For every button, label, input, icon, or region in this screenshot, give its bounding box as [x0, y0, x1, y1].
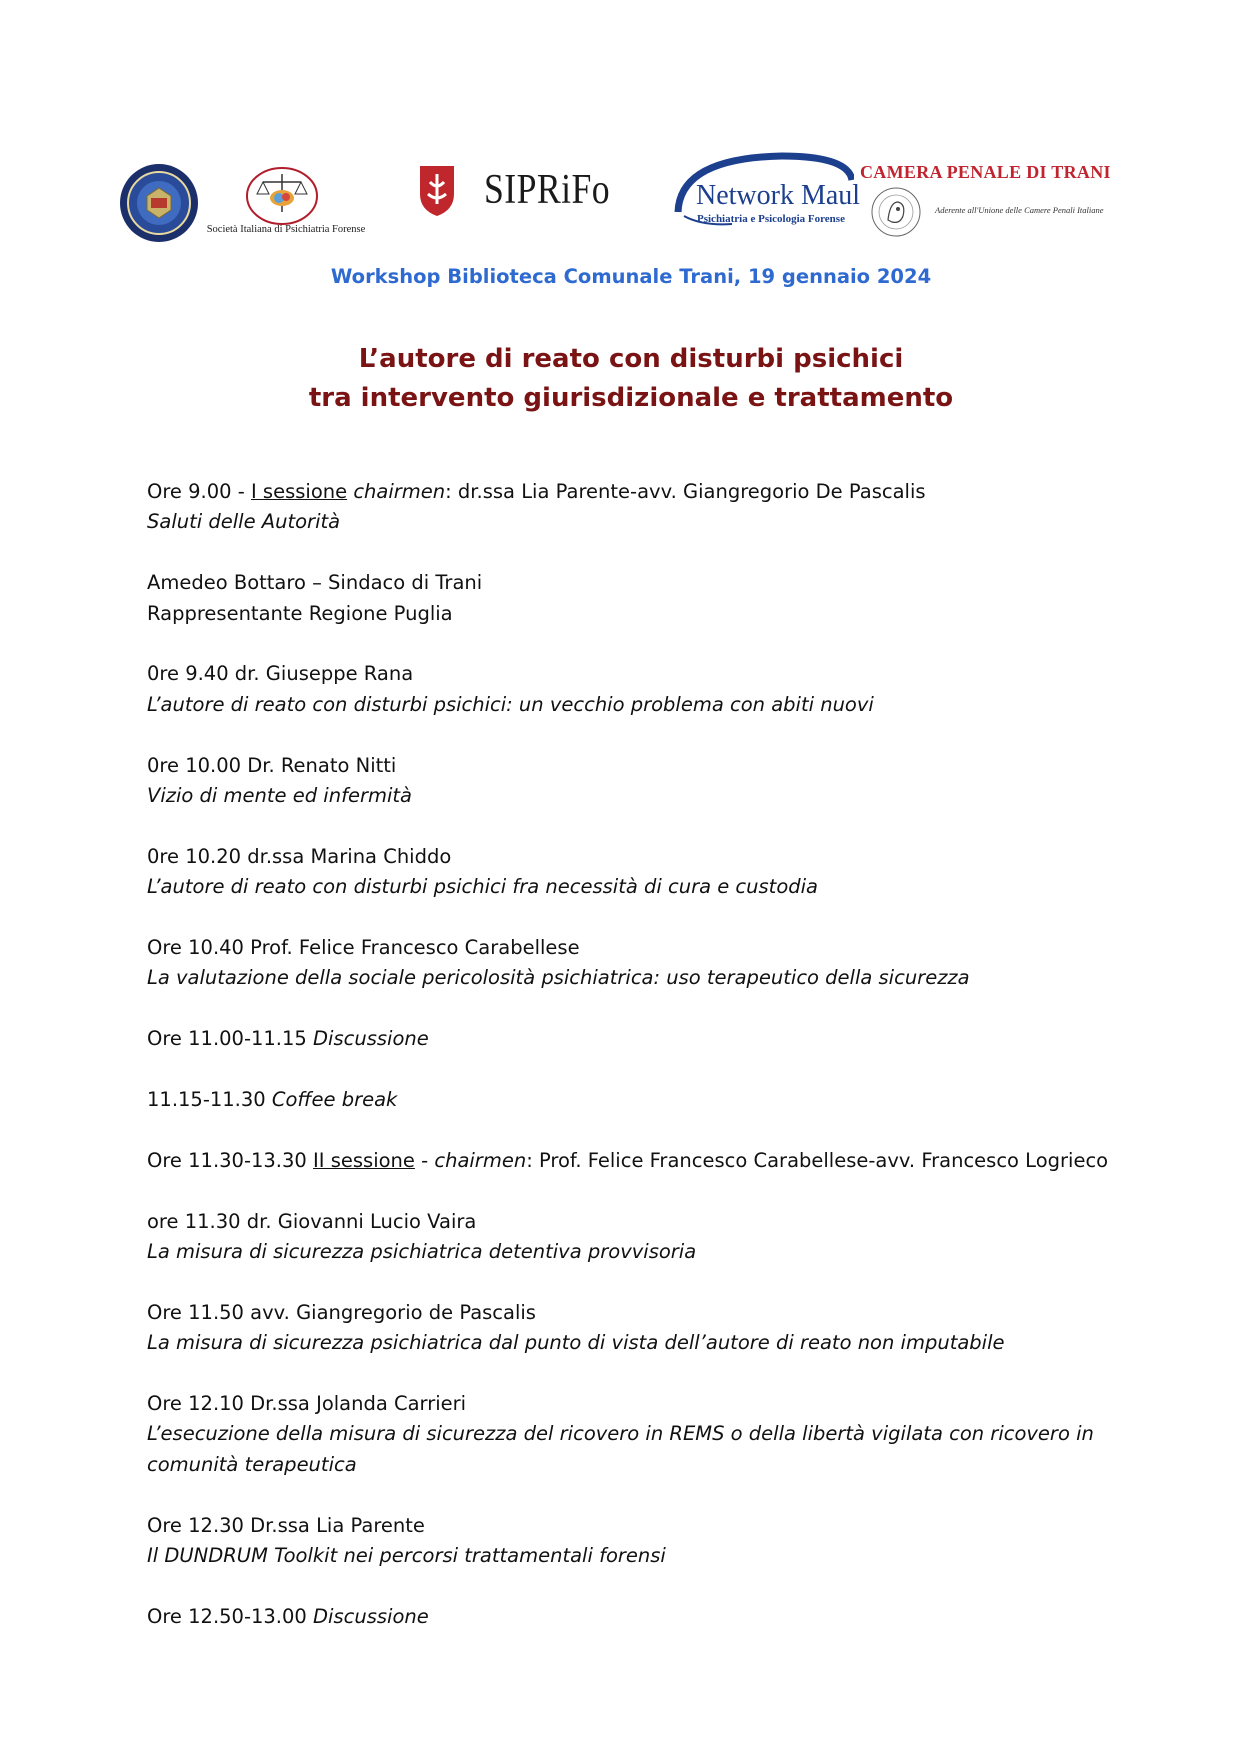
program-item	[147, 659, 1147, 720]
camera-penale-title: CAMERA PENALE DI TRANI	[860, 162, 1111, 182]
program-speaker: 0re 10.20 dr.ssa Marina Chiddo	[147, 844, 452, 868]
program-talk-title: L’esecuzione della misura di sicurezza del ricovero in REMS o della libertà vigilata con ricovero in comunità terapeutica	[147, 1422, 1094, 1476]
discussion-2-time: Ore 12.50-13.00	[147, 1604, 314, 1628]
network-maul-name: Network Maul	[696, 180, 861, 211]
coffee-break	[147, 1085, 1147, 1115]
program-talk-title: La valutazione della sociale pericolosità psichiatrica: uso terapeutico della sicurezza	[147, 966, 970, 990]
session-1-chair-label: chairmen	[353, 480, 446, 503]
network-maul-subtitle: Psichiatria e Psicologia Forense	[697, 213, 845, 225]
session-2-dash: -	[414, 1148, 435, 1172]
program-talk-title: Vizio di mente ed infermità	[147, 784, 412, 808]
coffee-break-time: 11.15-11.30	[147, 1088, 272, 1112]
program-item	[147, 933, 1147, 994]
discussion-2	[147, 1602, 1147, 1632]
authority-mayor: Amedeo Bottaro – Sindaco di Trani	[147, 571, 483, 595]
discussion-1	[147, 1024, 1147, 1054]
session-2-header	[147, 1146, 1147, 1176]
program-talk-title: L’autore di reato con disturbi psichici fra necessità di cura e custodia	[147, 875, 818, 899]
program-speaker: Ore 10.40 Prof. Felice Francesco Carabellese	[147, 936, 580, 960]
authorities-block	[147, 568, 1147, 629]
session-1	[147, 477, 1147, 538]
camera-penale-subtitle: Aderente all'Unione delle Camere Penali Italiane	[935, 205, 1104, 215]
session-1-note: Saluti delle Autorità	[147, 510, 341, 534]
workshop-heading: Workshop Biblioteca Comunale Trani, 19 gennaio 2024	[330, 265, 932, 288]
siprifo-wordmark: SIPRiFo	[484, 167, 611, 213]
siprifo-emblem-icon	[416, 160, 458, 218]
program-speaker: Ore 12.10 Dr.ssa Jolanda Carrieri	[147, 1392, 467, 1416]
sipf-caption: Società Italiana di Psichiatria Forense	[206, 224, 366, 235]
session-2-label: II sessione	[313, 1148, 415, 1172]
camera-penale-seal-icon	[870, 186, 922, 238]
coffee-break-label: Coffee break	[271, 1088, 398, 1112]
session-2-chair-label: chairmen	[434, 1148, 527, 1172]
session-1-time: Ore 9.00 -	[147, 480, 251, 503]
program-talk-title: La misura di sicurezza psichiatrica dal punto di vista dell’autore di reato non imputabile	[147, 1331, 1005, 1355]
title-line-1: L’autore di reato con disturbi psichici	[358, 344, 904, 374]
page-title	[0, 340, 1240, 418]
title-line-2: tra intervento giurisdizionale e trattamento	[308, 383, 954, 413]
session-2-time: Ore 11.30-13.30	[147, 1148, 314, 1172]
program-item	[147, 1298, 1147, 1359]
program-item	[147, 751, 1147, 812]
program-speaker: 0re 9.40 dr. Giuseppe Rana	[147, 662, 414, 686]
scales-brain-icon	[245, 166, 319, 226]
program-talk-title: L’autore di reato con disturbi psichici: un vecchio problema con abiti nuovi	[147, 692, 874, 716]
program-speaker: Ore 11.50 avv. Giangregorio de Pascalis	[147, 1300, 536, 1324]
program-item	[147, 842, 1147, 903]
program-speaker: 0re 10.00 Dr. Renato Nitti	[147, 753, 397, 777]
authority-region: Rappresentante Regione Puglia	[147, 601, 453, 625]
session-1-chairs: : dr.ssa Lia Parente-avv. Giangregorio De Pascalis	[445, 480, 926, 503]
discussion-1-label: Discussione	[313, 1027, 429, 1051]
program-item	[147, 1207, 1147, 1268]
discussion-2-label: Discussione	[313, 1604, 429, 1628]
program-speaker: Ore 12.30 Dr.ssa Lia Parente	[147, 1513, 425, 1537]
program-speaker: ore 11.30 dr. Giovanni Lucio Vaira	[147, 1209, 477, 1233]
program-talk-title: Il DUNDRUM Toolkit nei percorsi trattamentali forensi	[147, 1544, 666, 1568]
session-2	[147, 1146, 1147, 1176]
logo-strip	[0, 150, 1240, 260]
program-talk-title: La misura di sicurezza psichiatrica detentiva provvisoria	[147, 1240, 697, 1264]
discussion-1-time: Ore 11.00-11.15	[147, 1027, 314, 1051]
university-seal-icon	[118, 162, 200, 244]
session-1-label: I sessione	[250, 480, 348, 503]
program-list	[147, 477, 1147, 1663]
session-1-header	[147, 477, 1147, 507]
session-2-chairs: : Prof. Felice Francesco Carabellese-avv. Francesco Logrieco	[526, 1148, 1109, 1172]
program-item	[147, 1389, 1147, 1480]
program-item	[147, 1511, 1147, 1572]
